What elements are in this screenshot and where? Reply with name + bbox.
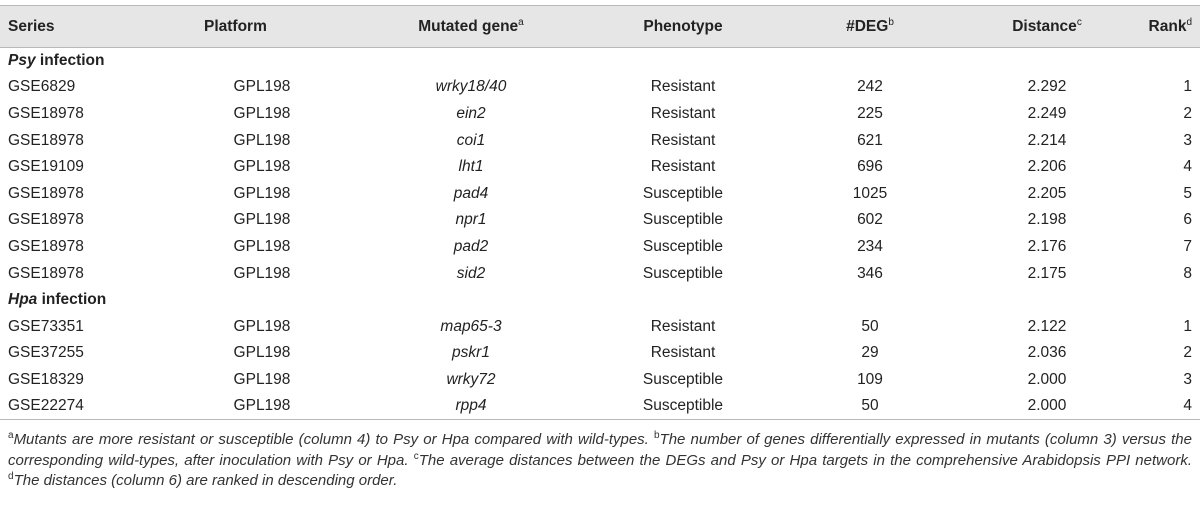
cell-phenotype: Resistant [650, 158, 716, 176]
cell-rank: 7 [1183, 237, 1192, 255]
table-row [0, 234, 1200, 261]
cell-distance: 2.214 [1027, 131, 1067, 149]
cell-series: GSE18978 [8, 184, 84, 202]
cell-gene: pskr1 [452, 344, 490, 362]
cell-series: GSE18329 [8, 370, 84, 388]
cell-phenotype: Resistant [650, 104, 716, 122]
cell-deg: 50 [861, 317, 879, 335]
cell-distance: 2.205 [1027, 184, 1067, 202]
section-label: Hpa infection [8, 291, 107, 309]
cell-deg: 1025 [852, 184, 888, 202]
section-header-row [0, 287, 1200, 314]
cell-phenotype: Susceptible [642, 264, 724, 282]
cell-gene: rpp4 [360, 393, 582, 420]
cell-series: GSE18978 [8, 211, 84, 229]
header-phenotype: Phenotype [582, 6, 784, 48]
table-row [0, 154, 1200, 181]
cell-rank: 3 [1183, 370, 1192, 388]
table-footnotes [8, 430, 1192, 492]
cell-platform: GPL198 [233, 211, 291, 229]
cell-gene: npr1 [455, 211, 487, 229]
cell-rank: 5 [1183, 184, 1192, 202]
cell-distance: 2.292 [1027, 78, 1067, 96]
header-platform: Platform [164, 6, 360, 48]
table-row [0, 74, 1200, 101]
cell-deg: 225 [857, 104, 883, 122]
cell-distance: 2.175 [1027, 264, 1067, 282]
header-deg: #DEG$^b$ [784, 6, 956, 48]
cell-distance: 2.000 [1027, 370, 1067, 388]
cell-platform: GPL198 [233, 317, 291, 335]
section-header-row [0, 48, 1200, 75]
cell-phenotype: Susceptible [582, 393, 784, 420]
cell-deg: 602 [857, 211, 883, 229]
cell-platform: GPL198 [233, 158, 291, 176]
cell-phenotype: Susceptible [642, 237, 724, 255]
cell-series: GSE19109 [8, 158, 84, 176]
cell-phenotype: Susceptible [642, 211, 724, 229]
cell-distance: 2.176 [1027, 237, 1067, 255]
cell-deg: 346 [857, 264, 883, 282]
footnote-a: $^a$Mutants are more resistant or susceptible (column 4) to Psy or Hpa compared with wild-types. [8, 430, 649, 448]
table-row [0, 367, 1200, 394]
footnote-d: $^d$The distances (column 6) are ranked in descending order. [8, 471, 398, 489]
table-row [0, 180, 1200, 207]
table-row [0, 393, 1200, 420]
cell-gene: ein2 [456, 104, 486, 122]
cell-rank: 2 [1183, 104, 1192, 122]
cell-gene: pad2 [453, 237, 489, 255]
cell-phenotype: Susceptible [642, 370, 724, 388]
cell-platform: GPL198 [233, 78, 291, 96]
cell-platform: GPL198 [233, 184, 291, 202]
cell-distance: 2.206 [1027, 158, 1067, 176]
cell-phenotype: Resistant [650, 78, 716, 96]
cell-platform: GPL198 [233, 237, 291, 255]
cell-gene: wrky18/40 [435, 78, 507, 96]
cell-distance: 2.036 [1027, 344, 1067, 362]
cell-gene: map65-3 [440, 317, 502, 335]
cell-rank: 2 [1183, 344, 1192, 362]
table-row [0, 260, 1200, 287]
cell-series: GSE6829 [8, 78, 76, 96]
cell-deg: 234 [857, 237, 883, 255]
cell-series: GSE73351 [8, 317, 84, 335]
cell-gene: pad4 [453, 184, 489, 202]
cell-deg: 50 [784, 393, 956, 420]
header-mutated-gene: Mutated gene$^a$ [360, 6, 582, 48]
cell-platform: GPL198 [233, 131, 291, 149]
cell-rank: 6 [1183, 211, 1192, 229]
cell-platform: GPL198 [233, 104, 291, 122]
deg-distance-table [0, 5, 1200, 420]
cell-gene: sid2 [456, 264, 486, 282]
header-row [0, 6, 1200, 48]
cell-platform: GPL198 [233, 370, 291, 388]
cell-rank: 1 [1183, 78, 1192, 96]
cell-phenotype: Resistant [650, 131, 716, 149]
cell-rank: 3 [1183, 131, 1192, 149]
cell-series: GSE22274 [0, 393, 164, 420]
cell-series: GSE37255 [8, 344, 84, 362]
footnote-b: $^b$The number of genes differentially expressed in mutants (column 3) versus the corresponding wild-types, after inoculation with Psy or Hpa. [8, 430, 1192, 469]
cell-distance: 2.198 [1027, 211, 1067, 229]
header-series: Series [0, 6, 164, 48]
cell-platform: GPL198 [233, 264, 291, 282]
cell-gene: wrky72 [446, 370, 496, 388]
cell-series: GSE18978 [8, 237, 84, 255]
cell-series: GSE18978 [8, 264, 84, 282]
cell-distance: 2.000 [956, 393, 1138, 420]
cell-series: GSE18978 [8, 131, 84, 149]
cell-distance: 2.249 [1027, 104, 1067, 122]
table-row [0, 127, 1200, 154]
cell-phenotype: Resistant [650, 344, 716, 362]
cell-gene: lht1 [458, 158, 484, 176]
cell-deg: 109 [857, 370, 883, 388]
table-row [0, 207, 1200, 234]
cell-rank: 1 [1183, 317, 1192, 335]
cell-distance: 2.122 [1027, 317, 1067, 335]
cell-deg: 696 [857, 158, 883, 176]
cell-rank: 4 [1138, 393, 1200, 420]
cell-platform: GPL198 [164, 393, 360, 420]
cell-deg: 29 [861, 344, 879, 362]
table-body [0, 48, 1200, 420]
table-row [0, 101, 1200, 128]
cell-phenotype: Susceptible [642, 184, 724, 202]
table-row [0, 313, 1200, 340]
header-rank: Rank$^d$ [1138, 6, 1200, 48]
cell-rank: 8 [1183, 264, 1192, 282]
cell-phenotype: Resistant [650, 317, 716, 335]
footnote-c: $^c$The average distances between the DEGs and Psy or Hpa targets in the comprehensive Arabidopsis PPI network. [413, 450, 1192, 469]
cell-series: GSE18978 [8, 104, 84, 122]
cell-platform: GPL198 [233, 344, 291, 362]
table-row [0, 340, 1200, 367]
cell-deg: 242 [857, 78, 883, 96]
section-label: Psy infection [8, 52, 105, 70]
cell-gene: coi1 [456, 131, 486, 149]
header-distance: Distance$^c$ [956, 6, 1138, 48]
cell-rank: 4 [1183, 158, 1192, 176]
cell-deg: 621 [857, 131, 883, 149]
